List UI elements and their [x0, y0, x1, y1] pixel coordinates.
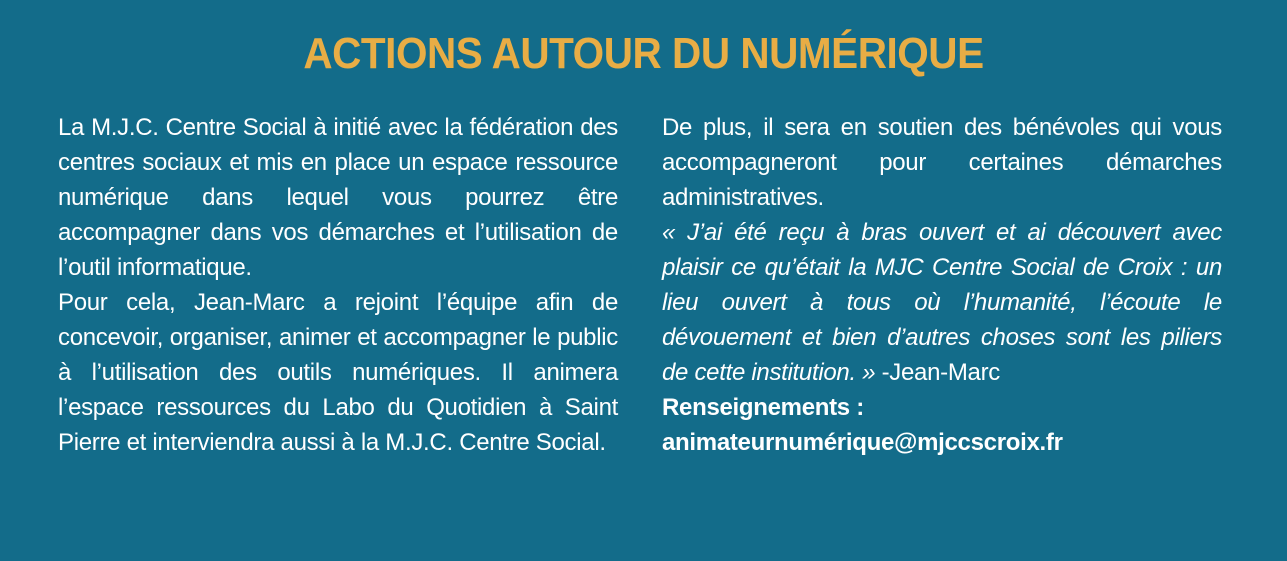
left-column	[58, 110, 618, 460]
contact-label: Renseignements :	[662, 394, 864, 421]
testimonial-author: -Jean-Marc	[875, 359, 1000, 386]
jean-marc-paragraph: Pour cela, Jean-Marc a rejoint l’équipe afin de concevoir, organiser, animer et accompagner le public à l’utilisation des outils numériques. Il animera l’espace ressources du Labo du Quotidien à Saint Pierre et interviendra aussi à la M.J.C. Centre Social.	[58, 289, 618, 456]
page-title: ACTIONS AUTOUR DU NUMÉRIQUE	[303, 29, 984, 78]
intro-paragraph: La M.J.C. Centre Social à initié avec la fédération des centres sociaux et mis en place un espace ressource numérique dans lequel vous pourrez être accompagner dans vos démarches et l’utilisation de l’outil informatique.	[58, 114, 618, 281]
volunteers-paragraph: De plus, il sera en soutien des bénévoles qui vous accompagneront pour certaines démarches administratives.	[662, 114, 1222, 211]
contact-email[interactable]: animateurnumérique@mjccscroix.fr	[662, 429, 1063, 456]
testimonial	[662, 215, 1222, 390]
right-column	[662, 110, 1222, 460]
testimonial-quote: « J’ai été reçu à bras ouvert et ai découvert avec plaisir ce qu’était la MJC Centre Social de Croix : un lieu ouvert à tous où l’humanité, l’écoute le dévouement et bien d’autres choses sont les piliers de cette institution. »	[662, 219, 1222, 386]
